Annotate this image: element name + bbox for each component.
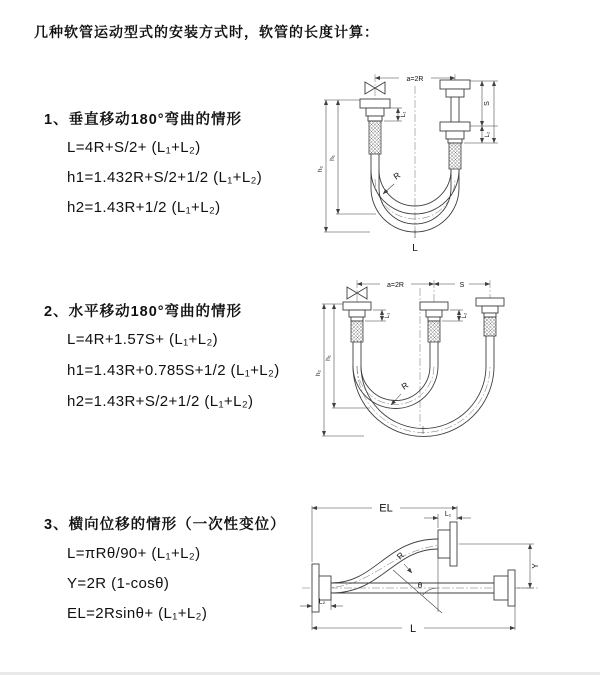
right-flange-assembly	[440, 80, 470, 188]
dim-label-theta: θ	[417, 581, 423, 590]
dim-label-r: R	[391, 169, 403, 182]
section3-formula-Y: Y=2R (1-cosθ)	[67, 575, 170, 592]
dim-l2	[442, 310, 468, 321]
dim-label-a2r: a=2R	[406, 75, 424, 83]
dim-l1	[384, 108, 407, 121]
dim-label-l2: L₂	[485, 131, 491, 138]
section2-heading: 2、水平移动180°弯曲的情形	[44, 304, 243, 320]
dim-label-s: S	[484, 101, 491, 106]
braided-hose-section	[449, 143, 461, 169]
section1-formula-h1: h1=1.432R+S/2+1/2 (L₁+L₂)	[67, 169, 263, 186]
dim-label-l: L	[412, 243, 418, 254]
dim-label-h1: h₁	[325, 355, 332, 361]
dim-label-l2: L₂	[462, 312, 468, 319]
middle-flange-assembly	[420, 302, 448, 366]
dim-l1	[424, 511, 471, 528]
dim-label-h1: h₁	[329, 155, 336, 161]
dim-l2	[300, 596, 343, 610]
section2-formula-L: L=4R+1.57S+ (L₁+L₂)	[67, 331, 219, 348]
braided-hose-section	[369, 121, 381, 154]
right-flange-assembly	[476, 298, 504, 366]
dim-label-l: L	[409, 623, 417, 635]
section3-formula-L: L=πRθ/90+ (L₁+L₂)	[67, 545, 201, 562]
dim-label-r: R	[394, 549, 406, 562]
left-flange-assembly	[343, 302, 371, 366]
diagram-vertical-180-bend	[312, 72, 527, 257]
dim-label-l1: L₁	[385, 312, 391, 319]
dim-l	[312, 606, 515, 635]
dim-label-h2: h₂	[315, 369, 322, 377]
dim-el	[312, 503, 457, 563]
page-title: 几种软管运动型式的安装方式时，软管的长度计算：	[34, 24, 379, 40]
radius-callout	[391, 380, 410, 405]
dim-label-l2: L₂	[318, 598, 326, 606]
dim-label-h2: h₂	[317, 165, 324, 173]
braided-hose-section	[484, 317, 496, 336]
dim-label-y: Y	[531, 563, 540, 569]
dim-label-s: S	[459, 281, 465, 289]
dim-label-l1: L₁	[400, 111, 407, 118]
hose-u-bend	[353, 366, 494, 436]
section3-heading: 3、横向位移的情形（一次性变位）	[44, 517, 286, 533]
dim-span	[357, 282, 434, 289]
diagram-horizontal-180-bend	[312, 278, 527, 445]
section2-formula-h1: h1=1.43R+0.785S+1/2 (L₁+L₂)	[67, 362, 280, 379]
dim-label-el: EL	[379, 502, 393, 515]
braided-hose-section	[351, 321, 363, 342]
dim-s	[434, 282, 490, 289]
section3-formula-EL: EL=2Rsinθ+ (L₁+L₂)	[67, 605, 208, 622]
left-flange-assembly	[360, 99, 390, 188]
section1-formula-h2: h2=1.43R+1/2 (L₁+L₂)	[67, 199, 221, 216]
section1-formula-L: L=4R+S/2+ (L₁+L₂)	[67, 139, 201, 156]
dim-label-r: R	[399, 379, 411, 392]
section2-formula-h2: h2=1.43R+S/2+1/2 (L₁+L₂)	[67, 393, 254, 410]
dim-label-a2r: a=2R	[387, 281, 404, 289]
braided-hose-section	[428, 321, 440, 342]
dim-s	[464, 81, 498, 143]
dim-h1-h2	[317, 100, 376, 232]
diagram-lateral-displacement	[298, 500, 546, 645]
section1-heading: 1、垂直移动180°弯曲的情形	[44, 112, 243, 128]
dim-label-l1: L₁	[444, 511, 452, 518]
radius-callout	[383, 170, 402, 194]
dim-l1	[365, 310, 391, 321]
